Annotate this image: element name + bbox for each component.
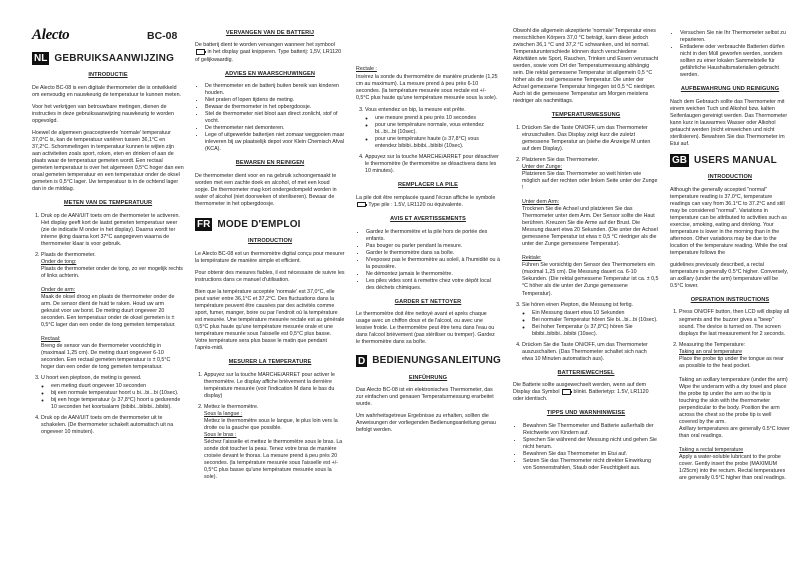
de-step-1-text: Drücken Sie die Taste ON/OFF, um das Thermometer einzuschalten. Das Display zeigt kurz die zuletzt gemessene Temperatur an (siehe die Anzeige M unten auf dem Display).: [522, 124, 651, 152]
model-number: BC-08: [147, 30, 178, 42]
list-item: ◦ bij een normale temperatuur hoort u bi...bi...bi (10sec).: [51, 390, 184, 397]
fr-arm-heading: Sous le bras :: [204, 431, 237, 438]
fr-step-2: [204, 404, 345, 481]
gb-op-heading: OPERATION INSTRUCTIONS: [690, 297, 770, 304]
gb-steps: [670, 309, 790, 482]
column-nl: [32, 0, 184, 440]
de-ein-p3: Obwohl die allgemein akzeptierte 'normale' Temperatur eines menschlichen Körpers 37,0 °C beträgt, kann diese jedoch zwischen 36,1 °C und 37,2 °C schwanken, und ist normal. Temperaturunterschiede können durch verschiedene Aktivitäten wie Sport, Rauchen, Trinken und Essen verursacht werden, sowie vom Ort der Temperaturmessung abhängig sein. Die rektal gemessene Temperatur ist allgemein 0,5 °C höher als die oral gemessene Temperatur. Die unter der Achsel gemessene Temperatur hingegen ist 0,5 °C niedriger. Auch ist die gemessene Temperatur am Morgen meistens niedriger als nachmittags.: [513, 28, 659, 105]
de-bw-text-a: Die Batterie sollte ausgewechselt werden, wenn auf dem Display das Symbol: [513, 382, 647, 396]
de-step-4-text: Drücken Sie die Taste ON/OFF, um das Thermometer auszuschalten. (Das Thermometer schaltet sich nach etwa 10 Minuten automatisch aus).: [522, 341, 648, 362]
list-item: ◦ bij een hoge temperatuur (≥ 37,8°C) hoort u gedurende 10 seconden het koortsalarm (bibibi...bibibi...bibibi).: [51, 397, 184, 411]
gb-step-2: [679, 342, 790, 483]
list-item: • Ne démontez jamais le thermomètre.: [366, 271, 500, 278]
fr-intro-p3: Bien que la température acceptée 'normale' est 37,0°C, elle peut varier entre 36,1°C et 37,2°C. Des fluctuations dans la température peuvent être causées par des activités comme sport, fumer, manger, boire ou par l'endroit où la température est mesurée. Une température mesurée rectale est au générale 0,5°C plus haute qu'une température mesurée orale et une température mesurée sous l'aisselle est 0,5°C plus basse. Votre température sera plus basse le matin que pendant l'après-midi.: [195, 288, 345, 352]
gb-rect-text: Apply a water-soluble lubricant to the probe cover. Gently insert the probe (MAXIMUM 1/25cm) into the rectum. Rectal temperatures are generally 0.5°C higher than oral readings.: [679, 454, 786, 482]
de-auf-text: Nach dem Gebrauch sollte das Thermometer mit einem weichen Tuch und Alkohol bzw. kalten Seifenlaugen gereinigt werden. Das Thermometer kann kurz in lauwarmes Wasser oder Alkohol getaucht werden (nicht einweichen und nicht sterilisieren). Bewahren Sie das Thermometer im Etui auf.: [670, 98, 788, 147]
fr-gard-heading: GARDER ET NETTOYER: [394, 298, 462, 305]
de-step-2: [522, 157, 659, 298]
nl-intro-p1: De Alecto BC-08 is een digitale thermometer die is ontwikkeld om eenvoudig en nauwkeurig de temperatuur te kunnen meten.: [32, 84, 181, 98]
fr-step-4: [365, 154, 500, 175]
nl-step-3: [41, 375, 184, 411]
nl-batt-text-a: De batterij dient te worden vervangen wanneer het symbool: [195, 42, 335, 49]
battery-icon: [357, 202, 366, 208]
fr-step-3-text: Vous entendez un bip, la mesure est prête.: [365, 107, 466, 114]
list-item: • Stel de thermometer niet bloot aan direct zonlicht, stof of vocht.: [205, 111, 345, 125]
list-item: ◦ pour une température normale, vous entendez bi...bi...bi (10sec).: [375, 122, 500, 136]
nl-rect-text: Breng de sensor van de thermometer voorzichtig in (maximaal 1,25 cm). De meting duurt ongeveer 6-10 seconden. Een rectaal gemeten temperatuur is ± 0,5°C hoger dan een onder de tong gemeten temperatuur.: [41, 343, 171, 371]
gb-oral-text: Place the probe tip under the tongue as near as possible to the heat pocket.: [679, 355, 784, 369]
brand-logo: Alecto: [32, 27, 70, 43]
de-tipps-list: [513, 423, 659, 472]
list-item: ◦ Bei normaler Temperatur hören Sie bi...bi...bi (10sec).: [532, 317, 659, 324]
nl-batt-heading: VERVANGEN VAN DE BATTERIJ: [225, 30, 315, 36]
fr-step-2-text: Mettez le thermomètre.: [204, 403, 259, 410]
gb-arm-text: Taking an axillary temperature (under the arm) Wipe the underarm with a dry towel and place the probe tip under the arm so the tip is touching the skin with the thermometer perpendicular to the body. Position the arm across the chest so the probe tip is well covered by the arm.: [679, 376, 788, 425]
de-bw-text-b: blinkt. Batterietyp: 1.5V, LR1120 oder identisch.: [513, 389, 649, 403]
de-ein-heading: EINFÜHRUNG: [408, 374, 448, 381]
nl-intro-p2: Voor het verkrijgen van betrouwbare metingen, dienen de instructies in deze gebruiksaanwijzing nauwkeurig te worden opgevolgd.: [32, 103, 174, 124]
fr-intro-heading: INTRODUCTION: [247, 238, 293, 245]
list-item: • Niet praten of lopen tijdens de meting.: [205, 97, 345, 104]
de-step-3-list: [522, 310, 659, 338]
nl-header: [32, 52, 184, 65]
nl-step-3-text: U hoort een pieptoon, de meting is gereed.: [41, 375, 142, 382]
de-step-3-text: Sie hören einen Piepton, die Messung ist fertig.: [522, 301, 634, 308]
nl-intro-p3: Hoewel de algemeen geaccepteerde 'normale' temperatuur 37,0°C is, kan de temperatuur variëren tussen 36,1°C en 37,2°C. Schommelingen in temperatuur kunnen te wijten zijn aan activiteiten zoals sport, roken, eten en drinken of aan de plaats waar de temperatuur gemeten wordt. Een rectaal gemeten temperatuur is over het algemeen 0,5°C hoger dan een oraal gemeten temperatuur en een temperatuur onder de oksel gemeten is 0,5°C lager. Uw temperatuur is in de ochtend lager dan in de middag.: [32, 129, 184, 193]
de-bw-text: [513, 382, 659, 403]
de-rect-heading: Rektale:: [522, 255, 542, 262]
nl-meten-heading: METEN VAN DE TEMPERATUUR: [63, 200, 153, 207]
nl-bew-text: De thermometer dient voor en na gebruik schoongemaakt te worden met een zachte doek en alcohol, of met een koud sopje. De thermometer mag kort ondergedompeld worden in water of alcohol (niet doorweken of steriliseren). Bewaar de thermometer in het opbergdoosje.: [195, 172, 337, 207]
nl-title: GEBRUIKSAANWIJZING: [54, 52, 175, 64]
list-item: • N'exposez pas le thermomètre au soleil, à l'humidité ou à la poussière.: [366, 257, 500, 271]
nl-step-4-text: Druk op de AAN/UIT toets om de thermometer uit te schakelen. (De thermometer schakelt automatisch uit na ongeveer 10 minuten).: [41, 415, 174, 436]
list-item: • Versuchen Sie nie Ihr Thermometer selbst zu reparieren.: [680, 30, 790, 44]
de-oral-heading: Unter der Zunge:: [522, 163, 563, 170]
de-step-3: [522, 302, 659, 338]
column-4: [513, 26, 659, 473]
nl-bew-heading: BEWAREN EN REINIGEN: [235, 160, 305, 167]
list-item: • Bewaar de thermometer in het opbergdoosje.: [205, 104, 345, 111]
de-tipps-list-cont: [670, 30, 790, 79]
de-oral-text: Platzieren Sie das Thermometer so weit hinten wie möglich auf der rechten oder linken Seite unter der Zunge !: [522, 170, 658, 192]
nl-batt-text: [195, 42, 345, 63]
nl-step-1: [41, 213, 184, 248]
de-ein-p1: Das Alecto BC-08 ist ein elektronisches Thermometer, das zur einfachen und genauen Temperaturmessung erarbeitet wurde.: [356, 387, 494, 408]
fr-rect-text: Insérez la sonde du thermomètre de manière prudente (1,25 cm au maximum). La mesure prend à peu près 6-10 secondes. (la température mesurée sous rectale est +/- 0,5°C plus haute qu'une température mesurée sous la sole).: [356, 74, 498, 102]
fr-oral-heading: Sous la Iangue :: [204, 410, 243, 417]
nl-steps: [32, 213, 184, 437]
list-item: • Bewahren Sie das Thermometer im Etui auf.: [523, 451, 659, 458]
gb-header: [670, 154, 790, 167]
de-rect-text: Führen Sie vorsichtig den Sensor des Thermometers ein (maximal 1,25 cm). Die Messung dauert ca. 6-10 Sekunden. (Die rektal gemessene Temperatur ist ca. ± 0,5 °C höher als die unter der Zunge gemessene Temperatur).: [522, 262, 659, 297]
column-3: [356, 26, 500, 439]
list-item: • Garder le thermomètre dans sa boîte.: [366, 250, 500, 257]
de-step-2-text: Platzieren Sie das Thermometer.: [522, 156, 600, 163]
gb-badge: GB: [672, 155, 687, 167]
list-item: • Entladene oder verbrauchte Batterien dürfen nicht in den Müll geworfen werden, sondern sollten zu einer lokalen Sammelstelle für gefährliche Haushaltsmaterialien gebracht werden.: [680, 44, 790, 79]
list-item: ◦ une mesure prend à peu près 10 secondes: [375, 115, 500, 122]
nl-oral-heading: Onder de tong:: [41, 258, 77, 265]
gb-step-2-text: Measuring the Temperature:: [679, 341, 746, 348]
fr-avis-heading: AVIS ET AVERTISSEMENTS: [390, 216, 466, 223]
fr-step-3: [365, 107, 500, 150]
nl-arm-text: Maak de oksel droog en plaats de thermometer onder de arm. De sensor dient de huid te raken. Houd uw arm gekruist voor uw borst. De meting duurt ongeveer 20 seconden. Een temperatuur onder de oksel gemeten is ± 0,5°C lager dan een onder de tong gemeten temperatuur.: [41, 293, 176, 329]
column-2: [195, 26, 345, 485]
list-item: ◦ een meting duurt ongeveer 10 seconden: [51, 383, 184, 390]
list-item: • Gardez le thermomètre et la pile hors de portée des enfants.: [366, 229, 500, 243]
nl-step-2-text: Plaats de thermometer.: [41, 251, 96, 258]
fr-oral-text: Mettez le thermomètre sous le langue, le plus loin vers la droite ou la gauche que possible.: [204, 417, 338, 431]
fr-mes-heading: MESURER LA TEMPERATURE: [228, 359, 312, 366]
list-item: • Bewahren Sie Thermometer und Batterie außerhalb der Reichweite von Kindern auf.: [523, 423, 659, 437]
fr-pile-text: [356, 195, 500, 209]
nl-batt-text-b: in het display gaat knipperen. Type batterij: 1,5V, LR1120 of gelijkwaardig.: [195, 49, 342, 63]
gb-intro-p2: guidelines previously described, a rectal temperature is generally 0.5°C higher. Conversely, an axillary (under the arm) temperature will be 0.5°C lower.: [670, 261, 789, 290]
list-item: • Lege of uitgewerkte batterijen niet zomaar weggooien maar inleveren bij uw plaatselijk depot voor Klein Chemisch Afval (KCA).: [205, 132, 345, 153]
gb-intro-heading: INTRODUCTION: [707, 174, 753, 181]
fr-header: [195, 218, 345, 231]
gb-rect-heading: Taking a rectal temperature: [679, 447, 744, 454]
de-step-1: [522, 125, 659, 153]
gb-title: USERS MANUAL: [694, 154, 777, 166]
nl-badge: NL: [34, 53, 48, 65]
fr-gard-text: Le thermomètre doit être nettoyé avant et après chaque usage avec un chiffon doux et de l'alcool, ou avec une lessive froide. Le thermomètre peut être tenu dans l'eau ou dans l'alcool brièvement (pas stériliser ou tremper). Gardez le thermomètre dans sa boîte.: [356, 311, 495, 346]
fr-step-1-text: Appuyez sur la touche MARCHE/ARRET pour activer le thermomètre. Le display affiche brièvement la dernière température mesurée (voir l'indication M dans le bas du display): [204, 371, 335, 399]
list-item: • Setzen Sie das Thermometer nicht direkter Einwirkung von Sonnenstrahlen, Staub oder Feuchtigkeit aus.: [523, 458, 659, 472]
list-item: • De thermometer en de batterij buiten bereik van kinderen houden.: [205, 83, 345, 97]
fr-step-1: [204, 372, 345, 400]
nl-rect-heading: Rectaal:: [41, 336, 61, 343]
fr-avis-list: [356, 229, 500, 292]
nl-step-1-text: Druk op de AAN/UIT toets om de thermometer te activeren. Het display geeft kort de laatst gemeten temperatuur weer (zie de indicatie M onder in het display). Daarna wordt ter interne ijking daarna kort 37°C aangegeven waarna de thermometer klaar is voor gebruik.: [41, 212, 180, 247]
de-header: [356, 354, 500, 367]
gb-arm-text-2: Axillary temperatures are generally 0.5°C lower than oral readings.: [679, 425, 790, 440]
gb-oral-heading: Taking an oral temperature: [679, 348, 743, 355]
fr-title: MODE D'EMPLOI: [217, 219, 301, 231]
nl-step-2: [41, 252, 184, 372]
fr-pile-text-b: Type pile : 1.5V, LR1120 ou équivalente.: [368, 202, 463, 209]
list-item: • De thermometer niet demonteren.: [205, 125, 345, 132]
battery-icon: [562, 389, 571, 395]
fr-steps-cont: [356, 107, 500, 175]
de-steps: [513, 125, 659, 363]
nl-warn-heading: ADVIES EN WAARSCHUWINGEN: [224, 70, 316, 77]
de-badge: D: [358, 355, 366, 367]
de-step-4: [522, 342, 659, 363]
de-arm-text: Trocknen Sie die Achsel und platzieren Sie das Thermometer unter dem Arm. Der Sensor sollte die Haut berühren. Kreuzen Sie die Arme auf der Brust. Die Messung dauert etwa 20 Sekunden. (Die unter der Achsel gemessene Temperatur ist etwa ± 0,5 °C niedriger als die unter der Zunge gemessene Temperatur).: [522, 206, 658, 248]
de-bw-heading: BATTERIEWECHSEL: [557, 369, 615, 376]
fr-pile-heading: REMPLACER LA PILE: [398, 182, 458, 189]
nl-intro-heading: INTRODUCTIE: [88, 72, 128, 79]
de-title: BEDIENUNGSANLEITUNG: [372, 355, 502, 367]
fr-arm-text: Séchez l'aisselle et mettez le thermomètre sous le bras. La sonde doit toucher la peau. Tenez votre bras de manière croisée devant le thorax. La mesure prend à peu près 20 secondes. (la température mesurée sous l'aisselle est +/- 0,5°C plus basse qu'une température mesurée sous la sole).: [204, 438, 343, 481]
nl-arm-heading: Onder de arm:: [41, 286, 76, 293]
gb-step-1-text: Press ON/OFF button, then LCD will display all segments and the buzzer gives a "beep" sound. The device is turned on. The screen displays the last measurement for 2 seconds.: [679, 309, 790, 337]
column-5: [670, 26, 790, 486]
nl-oral-text: Plaats de thermometer onder de tong, zo ver mogelijk rechts of links achterin.: [41, 265, 183, 279]
list-item: • Sprechen Sie während der Messung nicht und gehen Sie nicht herum.: [523, 437, 659, 451]
de-auf-heading: AUFBEWAHRUNG UND REINIGUNG: [680, 86, 780, 93]
fr-intro-p1: Le Alecto BC-08 est un thermomètre digital conçu pour mesurer la température de manière simple et efficient.: [195, 250, 345, 264]
fr-badge: FR: [197, 219, 211, 231]
nl-step-4: [41, 415, 184, 436]
list-item: ◦ Bei hoher Temperatur (≥ 37,8°C) hören Sie bibibi..bibibi...bibibi (10sec).: [532, 324, 659, 338]
fr-step-3-list: [365, 115, 500, 150]
fr-steps: [195, 372, 345, 481]
de-tm-heading: TEMPERATURMESSUNG: [551, 112, 621, 119]
nl-step-3-list: [41, 383, 184, 411]
list-item: • Les piles vides sont à remettre chez votre dépôt local des déchets chimiques.: [366, 278, 500, 292]
fr-intro-p2: Pour obtenir des mesures fiables, il est nécessaire de suivre les instructions dans ce manuel d'utilisation.: [195, 269, 345, 283]
fr-step-4-text: Appuyez sur la touche MARCHE/ARRET pour désactiver le thermomètre (le thermomètre se désactivera dans les 10 minutes).: [365, 154, 499, 175]
list-item: ◦ Ein Messung dauert etwa 10 Sekunden: [532, 310, 659, 317]
gb-step-1: [679, 309, 790, 337]
fr-pile-text-a: La pile doit être remplacée quand l'écran affiche le symbole: [356, 194, 496, 201]
fr-rect-heading: Rectale :: [356, 66, 377, 72]
list-item: • Pas bouger ou parler pendant la mesure.: [366, 243, 500, 250]
nl-warn-list: [195, 83, 345, 153]
de-ein-p2: Um wahrheitsgetreue Ergebnisse zu erhalten, sollten die Anweisungen der vorliegenden Bedienungsanleitung genau befolgt werden.: [356, 413, 496, 434]
de-arm-heading: Unter dem Arm:: [522, 199, 560, 206]
battery-icon: [196, 49, 205, 55]
list-item: ◦ pour une température haute (≥ 37,8°C) vous entendez bibibi..bibibi...bibibi (10sec).: [375, 136, 500, 150]
de-tipps-heading: TIPPS UND WARNHINWEISE: [546, 410, 626, 417]
gb-intro-p1: Although the generally accepted "normal" temperature reading is 37.0°C, temperature readings can vary from 36.1°C to 37.2°C and still may be considered "normal". Variations in temperature can be attributed to activities such as exercise, smoking, eating and drinking. Your temperature is lower in the morning than in the afternoon. Other variations may be due to the location of the temperature reading. While the oral temperature follows the: [670, 186, 788, 256]
